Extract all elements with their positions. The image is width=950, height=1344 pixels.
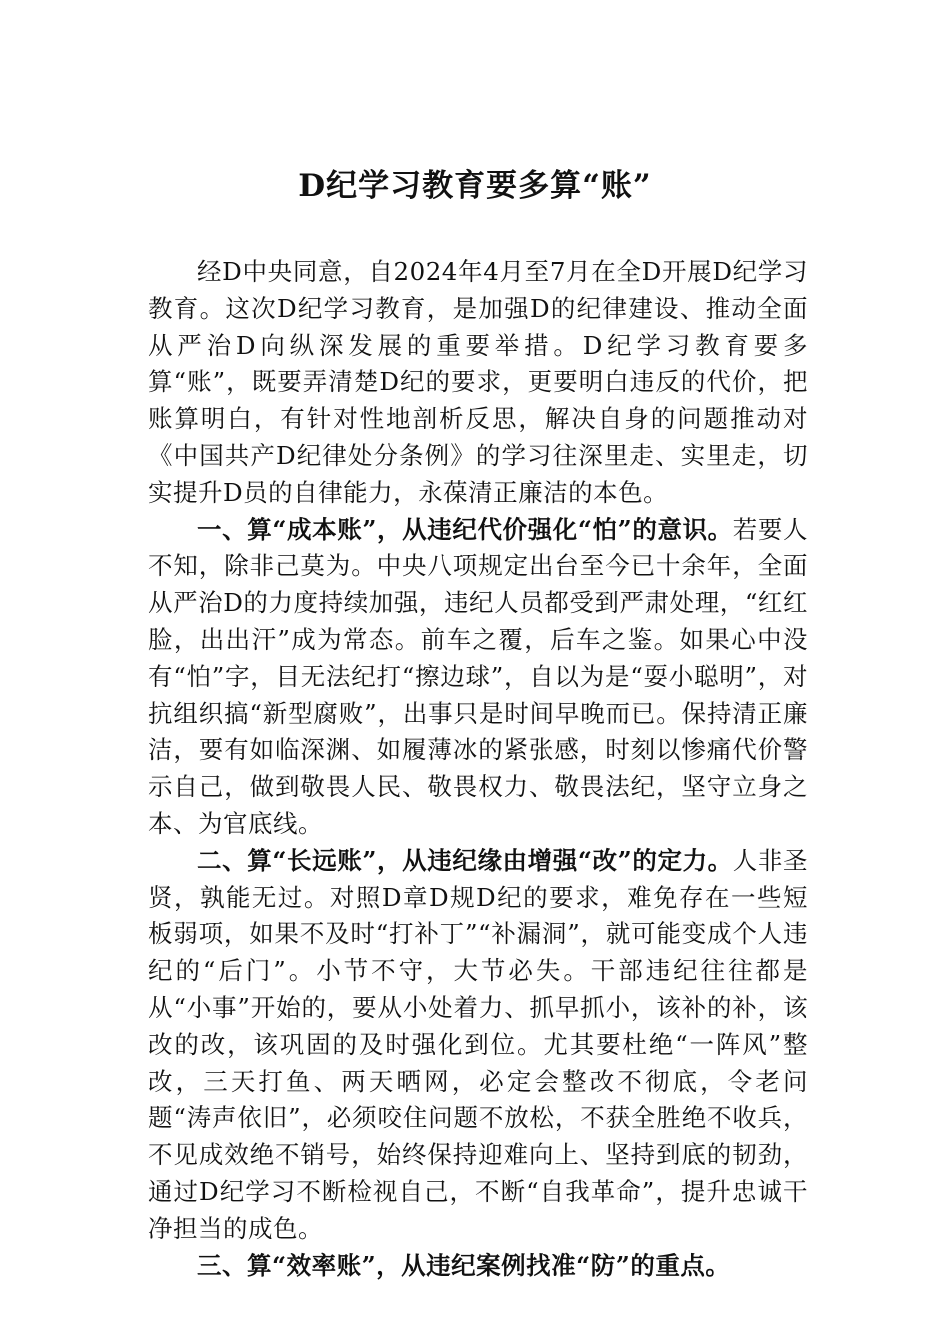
section-2-text: 人非圣贤，孰能无过。对照D章D规D纪的要求，难免存在一些短板弱项，如果不及时“打补丁”“补漏洞”，就可能变成个人违纪的“后门”。小节不守，大节必失。干部违纪往往都是从“小事”开始的，要从小处着力、抓早抓小，该补的补，该改的改，该巩固的及时强化到位。尤其要杜绝“一阵风”整改，三天打鱼、两天晒网，必定会整改不彻底，令老问题“涛声依旧”，必须咬住问题不放松，不获全胜绝不收兵，不见成效绝不销号，始终保持迎难向上、坚持到底的韧劲，通过D纪学习不断检视自己，不断“自我革命”，提升忠诚干净担当的成色。 (148, 845, 809, 1243)
section-3-heading: 三、算“效率账”，从违纪案例找准“防”的重点。 (197, 1250, 731, 1280)
section-1-text: 若要人不知，除非己莫为。中央八项规定出台至今已十余年，全面从严治D的力度持续加强，违纪人员都受到严肃处理，“红红脸，出出汗”成为常态。前车之覆，后车之鉴。如果心中没有“怕”字，目无法纪打“擦边球”，自以为是“耍小聪明”，对抗组织搞“新型腐败”，出事只是时间早晚而已。保持清正廉洁，要有如临深渊、如履薄冰的紧张感，时刻以惨痛代价警示自己，做到敬畏人民、敬畏权力、敬畏法纪，坚守立身之本、为官底线。 (148, 514, 809, 838)
section-2-paragraph (148, 843, 808, 1248)
section-1-paragraph (148, 512, 808, 843)
document-body (148, 254, 808, 1284)
section-3-paragraph (148, 1248, 808, 1285)
document-title: D纪学习教育要多算“账” (298, 168, 652, 204)
section-2-heading: 二、算“长远账”，从违纪缘由增强“改”的定力。 (197, 845, 733, 875)
intro-paragraph: 经D中央同意，自2024年4月至7月在全D开展D纪学习教育。这次D纪学习教育，是加强D的纪律建设、推动全面从严治D向纵深发展的重要举措。D纪学习教育要多算“账”，既要弄清楚D纪的要求，更要明白违反的代价，把账算明白，有针对性地剖析反思，解决自身的问题推动对《中国共产D纪律处分条例》的学习往深里走、实里走，切实提升D员的自律能力，永葆清正廉洁的本色。 (148, 257, 808, 507)
section-1-heading: 一、算“成本账”，从违纪代价强化“怕”的意识。 (197, 514, 733, 544)
